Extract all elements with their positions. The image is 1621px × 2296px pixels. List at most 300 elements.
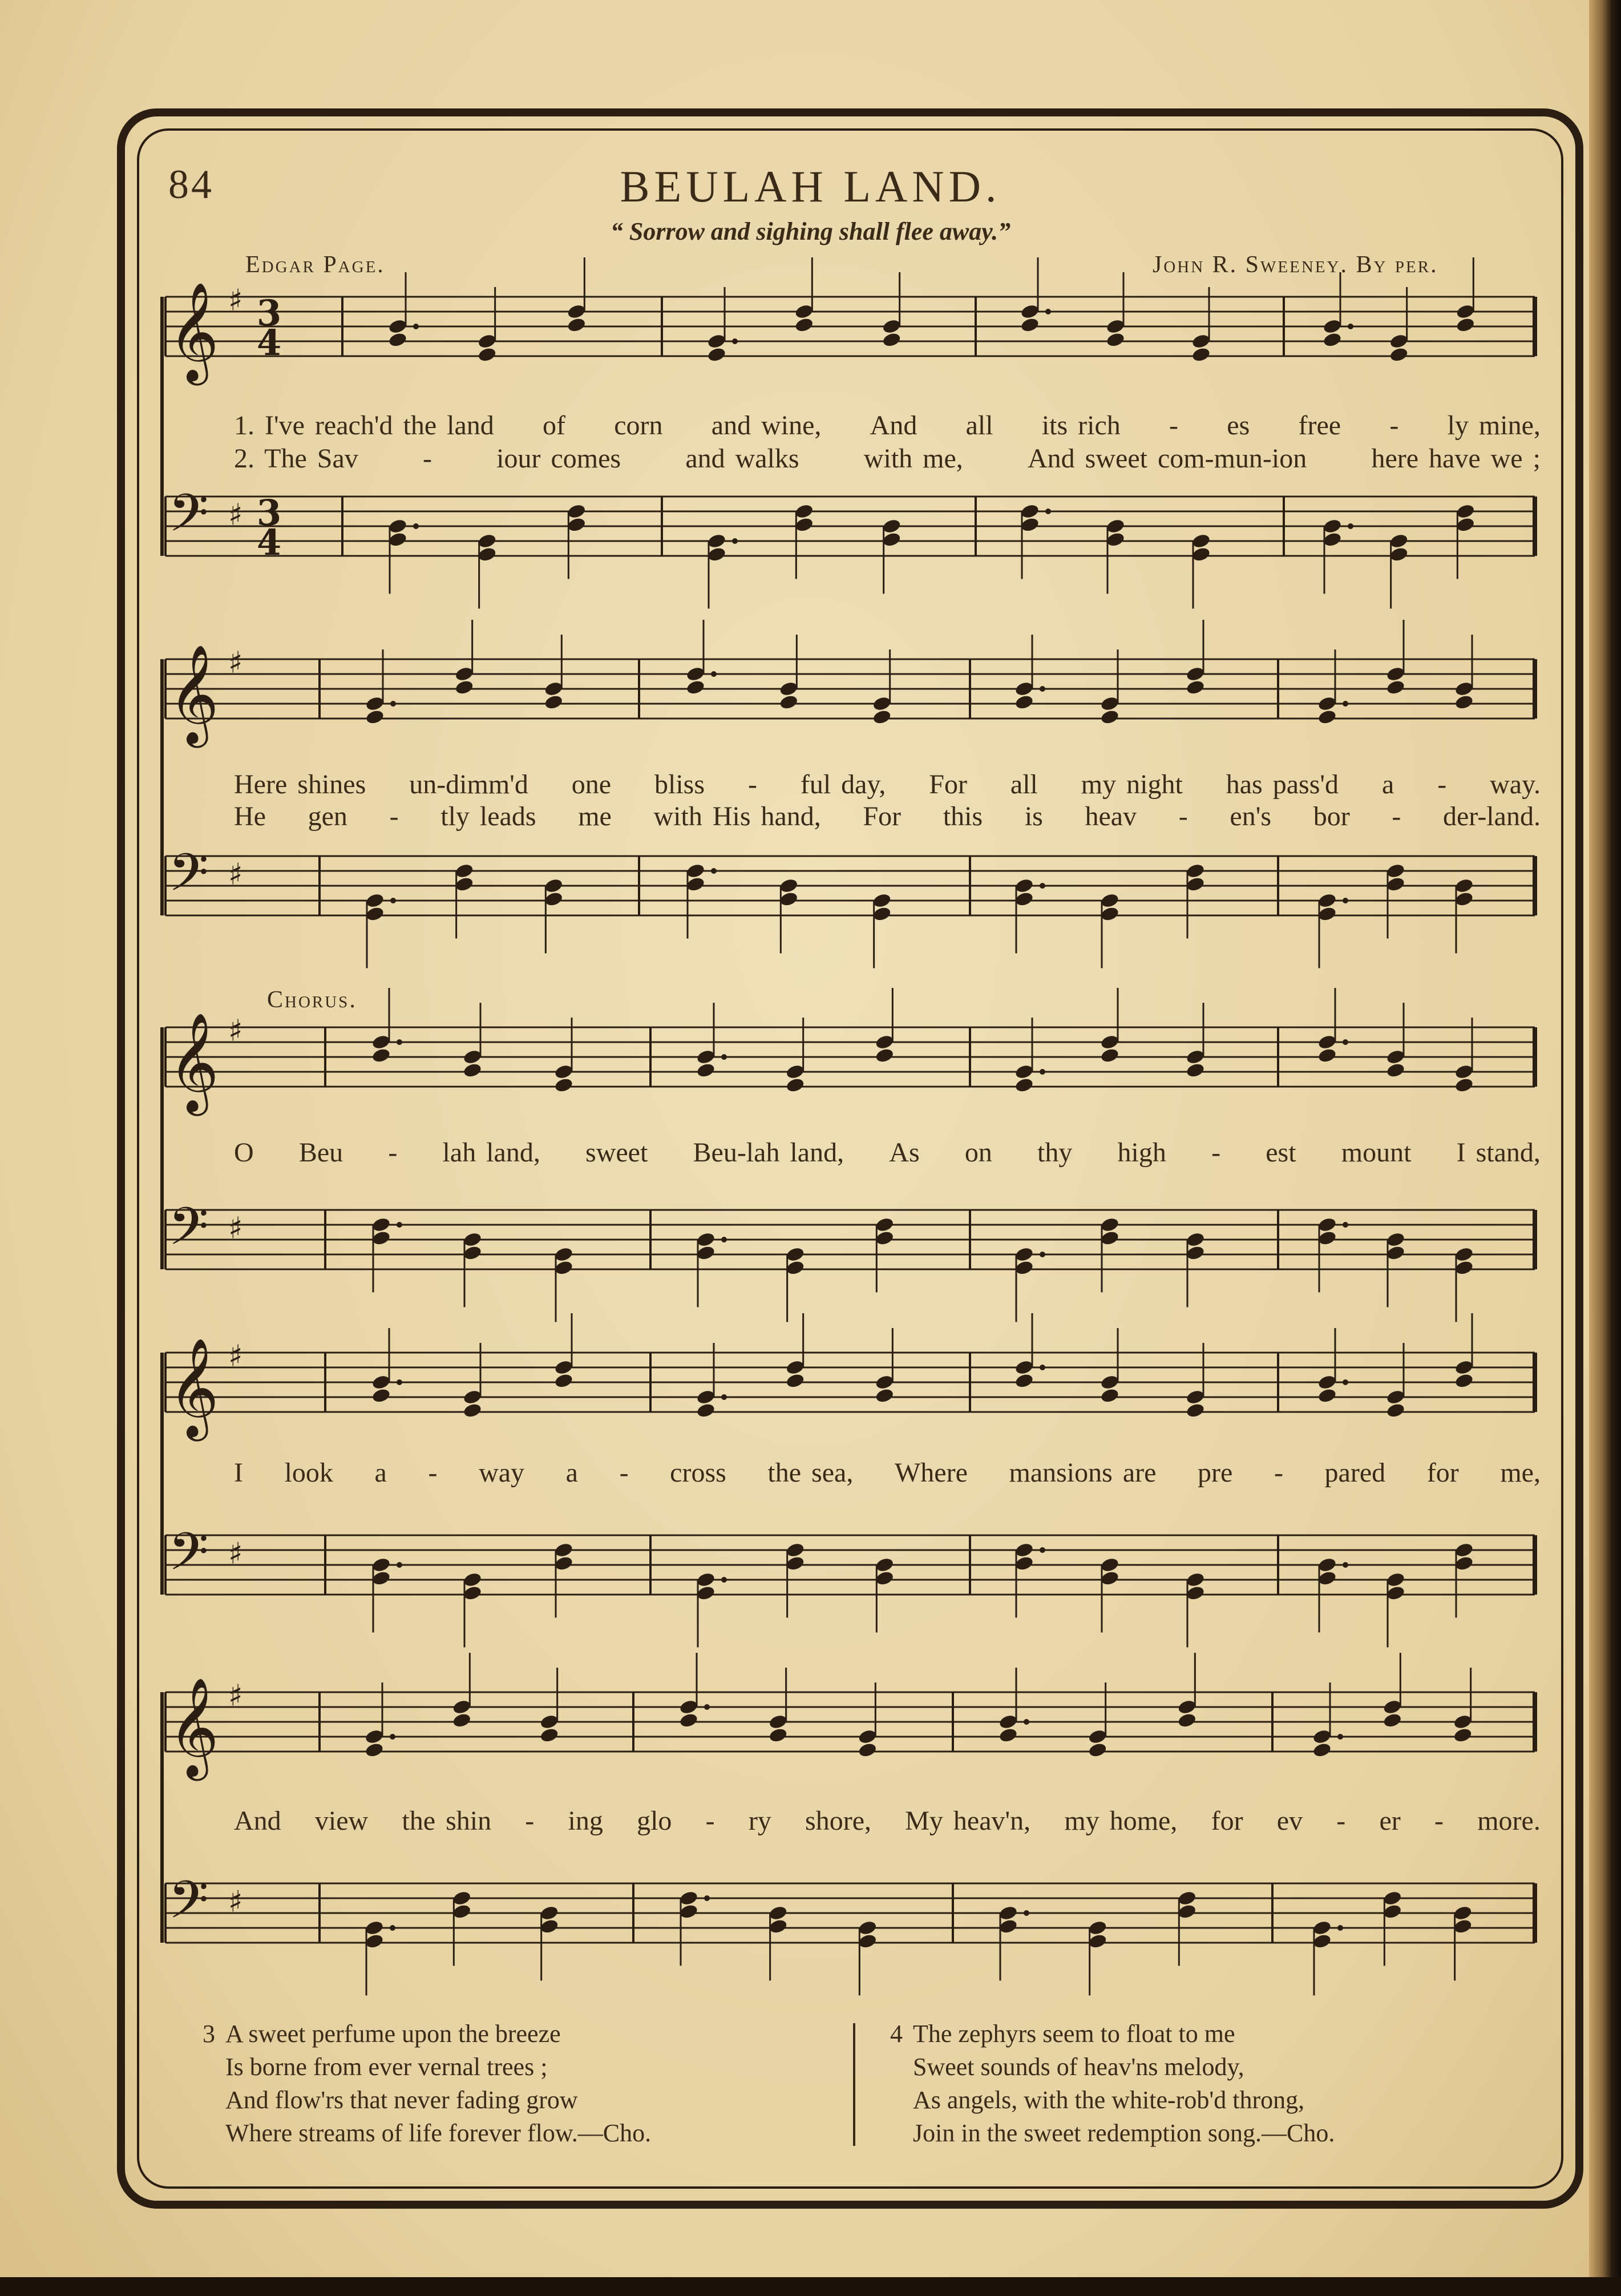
dot bbox=[390, 898, 396, 903]
notehead bbox=[1383, 1712, 1402, 1729]
notehead bbox=[365, 709, 385, 725]
notehead bbox=[858, 1933, 878, 1950]
lyric-syllable: corn bbox=[614, 410, 663, 441]
lyric-line-chorus-2 bbox=[234, 1457, 1541, 1488]
lyric-syllable: ly mine, bbox=[1447, 410, 1541, 441]
lyric-syllable: with His hand, bbox=[653, 801, 821, 832]
lyric-syllable: er bbox=[1379, 1806, 1401, 1836]
notehead bbox=[1454, 1077, 1474, 1093]
dot bbox=[1343, 898, 1348, 903]
notehead bbox=[1099, 1216, 1119, 1233]
dot bbox=[1348, 523, 1353, 529]
notehead bbox=[706, 546, 726, 563]
dot bbox=[721, 1237, 727, 1242]
notehead bbox=[998, 1727, 1018, 1744]
notehead bbox=[567, 317, 587, 333]
notehead bbox=[454, 665, 474, 682]
notehead bbox=[768, 1727, 788, 1744]
lyric-syllable: a bbox=[1381, 769, 1394, 800]
dot bbox=[721, 1577, 727, 1583]
notehead bbox=[462, 1062, 482, 1079]
stanza-line: And flow'rs that never fading grow bbox=[225, 2086, 578, 2114]
notehead bbox=[1099, 892, 1119, 909]
dot bbox=[711, 671, 717, 677]
notehead bbox=[1317, 709, 1337, 725]
notehead bbox=[477, 333, 497, 349]
notehead bbox=[875, 1047, 895, 1064]
notehead bbox=[1185, 876, 1205, 893]
notehead bbox=[1191, 546, 1211, 563]
notehead bbox=[1191, 532, 1211, 549]
lyric-syllable: O bbox=[234, 1137, 254, 1168]
lyric-syllable: es bbox=[1227, 410, 1250, 441]
notehead bbox=[1454, 694, 1474, 711]
notehead bbox=[462, 1048, 482, 1065]
notehead bbox=[678, 1698, 698, 1715]
notehead bbox=[1454, 1542, 1474, 1558]
lyric-syllable: - bbox=[1434, 1806, 1444, 1836]
lyric-syllable: - bbox=[747, 769, 757, 800]
notehead bbox=[706, 532, 726, 549]
notehead bbox=[1191, 346, 1211, 363]
dot bbox=[390, 701, 396, 707]
notehead bbox=[365, 695, 385, 712]
notehead bbox=[544, 694, 564, 711]
lyric-syllable: has pass'd bbox=[1226, 769, 1339, 800]
notehead bbox=[544, 877, 564, 894]
chorus-label: Chorus. bbox=[267, 987, 357, 1013]
notehead bbox=[998, 1713, 1018, 1730]
notehead bbox=[678, 1712, 698, 1729]
lyric-syllable: 2. The Sav bbox=[234, 443, 358, 474]
notehead bbox=[1088, 1919, 1107, 1936]
notehead bbox=[1105, 531, 1125, 548]
notehead bbox=[1099, 695, 1119, 712]
dot bbox=[1343, 1222, 1348, 1228]
notehead bbox=[1177, 1698, 1197, 1715]
notehead bbox=[1177, 1903, 1197, 1920]
notehead bbox=[1322, 332, 1342, 348]
lyric-syllable: - bbox=[525, 1806, 535, 1836]
dot bbox=[704, 1704, 710, 1710]
lyric-syllable: - bbox=[1178, 801, 1188, 832]
notehead bbox=[768, 1904, 788, 1921]
notehead bbox=[1185, 679, 1205, 696]
notehead bbox=[1099, 906, 1119, 922]
notehead bbox=[1385, 1048, 1405, 1065]
notehead bbox=[1185, 1245, 1205, 1261]
notehead bbox=[1312, 1728, 1332, 1745]
notehead bbox=[696, 1231, 715, 1248]
notehead bbox=[1385, 876, 1405, 893]
notehead bbox=[553, 1542, 573, 1558]
notehead bbox=[785, 1077, 805, 1093]
dot bbox=[732, 538, 738, 544]
sharp-icon: ♯ bbox=[228, 1211, 243, 1246]
notehead bbox=[1099, 1387, 1119, 1404]
notehead bbox=[371, 1047, 391, 1064]
notehead bbox=[1014, 1373, 1034, 1389]
notehead bbox=[1454, 1555, 1474, 1572]
notehead bbox=[768, 1713, 788, 1730]
notehead bbox=[685, 876, 705, 893]
notehead bbox=[1185, 1062, 1205, 1079]
dot bbox=[1024, 1719, 1029, 1725]
dot bbox=[397, 1222, 402, 1228]
notehead bbox=[1185, 1048, 1205, 1065]
lyric-syllable: a bbox=[565, 1458, 578, 1488]
notehead bbox=[872, 906, 892, 922]
bass-clef-icon: 𝄢 bbox=[168, 483, 209, 556]
notehead bbox=[872, 892, 892, 909]
sharp-icon: ♯ bbox=[228, 498, 243, 532]
notehead bbox=[1385, 1062, 1405, 1079]
notehead bbox=[553, 1555, 573, 1572]
notehead bbox=[1385, 1389, 1405, 1405]
notehead bbox=[477, 532, 497, 549]
treble-clef-icon: 𝄞 bbox=[168, 644, 219, 744]
lyric-syllable: - bbox=[389, 801, 399, 832]
lyric-syllable: - bbox=[705, 1806, 715, 1836]
notehead bbox=[454, 679, 474, 696]
notehead bbox=[371, 1230, 391, 1246]
stanza-verse-3 bbox=[203, 2017, 842, 2150]
lyric-syllable: bliss bbox=[654, 769, 705, 800]
lyric-syllable: for bbox=[1211, 1806, 1243, 1836]
lyric-syllable: way bbox=[479, 1458, 525, 1488]
notehead bbox=[1317, 1374, 1337, 1390]
notehead bbox=[875, 1034, 895, 1050]
lyric-syllable: for bbox=[1426, 1458, 1459, 1488]
notehead bbox=[1454, 877, 1474, 894]
notehead bbox=[539, 1918, 559, 1935]
lyric-syllable: - bbox=[1437, 769, 1447, 800]
dot bbox=[721, 1394, 727, 1400]
lyric-syllable: its rich bbox=[1041, 410, 1121, 441]
notehead bbox=[1088, 1728, 1107, 1745]
notehead bbox=[696, 1402, 715, 1419]
lyric-line-system-1-verse-2 bbox=[234, 443, 1541, 474]
notehead bbox=[567, 503, 587, 519]
notehead bbox=[785, 1542, 805, 1558]
notehead bbox=[1383, 1890, 1402, 1906]
notehead bbox=[1105, 332, 1125, 348]
notehead bbox=[1014, 1555, 1034, 1572]
lyric-syllable: on bbox=[964, 1137, 992, 1168]
lyric-syllable: one bbox=[571, 769, 612, 800]
lyric-syllable: - bbox=[1392, 801, 1401, 832]
notehead bbox=[1317, 1034, 1337, 1050]
lyric-syllable: And bbox=[234, 1806, 281, 1836]
notehead bbox=[462, 1402, 482, 1419]
lyric-syllable: pre bbox=[1198, 1458, 1233, 1488]
dot bbox=[1343, 1039, 1348, 1045]
notehead bbox=[1185, 862, 1205, 879]
dot bbox=[1343, 1379, 1348, 1385]
sharp-icon: ♯ bbox=[228, 1339, 243, 1374]
notehead bbox=[794, 517, 814, 533]
notehead bbox=[785, 1246, 805, 1262]
notehead bbox=[882, 531, 902, 548]
notehead bbox=[1191, 333, 1211, 349]
notehead bbox=[1014, 694, 1034, 711]
notehead bbox=[1383, 1903, 1402, 1920]
lyric-syllable: heav bbox=[1085, 801, 1137, 832]
lyric-syllable: free bbox=[1298, 410, 1341, 441]
lyric-syllable: - bbox=[1211, 1137, 1221, 1168]
dot bbox=[711, 868, 717, 874]
lyric-syllable: me bbox=[578, 801, 612, 832]
lyric-syllable: of bbox=[543, 410, 565, 441]
notehead bbox=[553, 1077, 573, 1093]
notehead bbox=[1312, 1742, 1332, 1758]
notehead bbox=[1317, 1570, 1337, 1587]
notehead bbox=[553, 1260, 573, 1276]
time-signature-bottom: 4 bbox=[257, 522, 282, 563]
notehead bbox=[1099, 1034, 1119, 1050]
lyric-syllable: He bbox=[234, 801, 266, 832]
notehead bbox=[539, 1713, 559, 1730]
dot bbox=[1348, 324, 1353, 329]
hymn-title: BEULAH LAND. bbox=[620, 162, 1001, 211]
notehead bbox=[387, 518, 407, 534]
lyric-syllable: my night bbox=[1081, 769, 1183, 800]
notehead bbox=[1185, 1389, 1205, 1405]
bass-clef-icon: 𝄢 bbox=[168, 1870, 209, 1943]
lyric-syllable: ing bbox=[568, 1806, 603, 1836]
notehead bbox=[998, 1918, 1018, 1935]
lyric-syllable: this bbox=[943, 801, 983, 832]
notehead bbox=[1185, 1231, 1205, 1248]
notehead bbox=[553, 1063, 573, 1080]
lyric-syllable: view bbox=[314, 1806, 369, 1836]
lyric-syllable: tly leads bbox=[440, 801, 536, 832]
notehead bbox=[364, 1742, 384, 1758]
notehead bbox=[1322, 518, 1342, 534]
notehead bbox=[785, 1359, 805, 1375]
lyric-line-chorus-3 bbox=[234, 1805, 1541, 1837]
notehead bbox=[553, 1359, 573, 1375]
treble-clef-icon: 𝄞 bbox=[168, 1338, 219, 1437]
notehead bbox=[364, 1728, 384, 1745]
dot bbox=[1040, 1069, 1045, 1075]
notehead bbox=[882, 518, 902, 534]
notehead bbox=[567, 517, 587, 533]
notehead bbox=[1317, 906, 1337, 922]
verse-number: 3 bbox=[203, 2020, 215, 2048]
dot bbox=[1040, 1252, 1045, 1257]
dot bbox=[1045, 509, 1051, 514]
notehead bbox=[1385, 1231, 1405, 1248]
notehead bbox=[1099, 1570, 1119, 1587]
notehead bbox=[1014, 1260, 1034, 1276]
notehead bbox=[1177, 1890, 1197, 1906]
notehead bbox=[452, 1903, 472, 1920]
notehead bbox=[1105, 518, 1125, 534]
notehead bbox=[539, 1904, 559, 1921]
notehead bbox=[678, 1903, 698, 1920]
stanza-line: A sweet perfume upon the breeze bbox=[225, 2020, 561, 2048]
notehead bbox=[454, 876, 474, 893]
notehead bbox=[1456, 517, 1476, 533]
lyric-syllable: un-dimm'd bbox=[409, 769, 528, 800]
notehead bbox=[779, 891, 799, 907]
notehead bbox=[1453, 1904, 1473, 1921]
notehead bbox=[882, 318, 902, 334]
notehead bbox=[1185, 1402, 1205, 1419]
notehead bbox=[1014, 1542, 1034, 1558]
dot bbox=[732, 338, 738, 344]
notehead bbox=[872, 709, 892, 725]
lyric-syllable: - bbox=[619, 1458, 629, 1488]
notehead bbox=[1020, 303, 1040, 320]
notehead bbox=[371, 1034, 391, 1050]
lyric-syllable: is bbox=[1024, 801, 1043, 832]
lyric-syllable: Here shines bbox=[234, 769, 366, 800]
stanza-line: Where streams of life forever flow.—Cho. bbox=[225, 2119, 652, 2147]
lyric-syllable: glo bbox=[637, 1806, 672, 1836]
lyric-syllable: pared bbox=[1324, 1458, 1386, 1488]
dot bbox=[721, 1054, 727, 1060]
lyric-syllable: more. bbox=[1477, 1806, 1541, 1836]
lyric-syllable: sweet bbox=[585, 1137, 648, 1168]
lyric-syllable: 1. I've reach'd the land bbox=[234, 410, 494, 441]
notehead bbox=[364, 1919, 384, 1936]
notehead bbox=[462, 1571, 482, 1588]
notehead bbox=[785, 1555, 805, 1572]
dot bbox=[1040, 1365, 1045, 1370]
notehead bbox=[371, 1570, 391, 1587]
lyric-syllable: And bbox=[870, 410, 917, 441]
notehead bbox=[858, 1742, 878, 1758]
notehead bbox=[779, 680, 799, 697]
notehead bbox=[365, 906, 385, 922]
dot bbox=[397, 1379, 402, 1385]
lyric-syllable: with me, bbox=[863, 443, 963, 474]
notehead bbox=[1088, 1933, 1107, 1950]
notehead bbox=[696, 1571, 715, 1588]
notehead bbox=[785, 1373, 805, 1389]
treble-clef-icon: 𝄞 bbox=[168, 1677, 219, 1777]
dot bbox=[1024, 1910, 1029, 1916]
notehead bbox=[371, 1216, 391, 1233]
notehead bbox=[1014, 877, 1034, 894]
lyric-syllable: all bbox=[965, 410, 993, 441]
notehead bbox=[685, 679, 705, 696]
dot bbox=[390, 1734, 395, 1740]
lyric-syllable: Beu bbox=[298, 1137, 343, 1168]
epigraph: “ Sorrow and sighing shall flee away.” bbox=[610, 217, 1011, 245]
notehead bbox=[1322, 531, 1342, 548]
lyric-syllable: For bbox=[863, 801, 902, 832]
bass-clef-icon: 𝄢 bbox=[168, 1196, 209, 1269]
notehead bbox=[1389, 333, 1409, 349]
notehead bbox=[1312, 1933, 1332, 1950]
dot bbox=[390, 1925, 395, 1931]
lyric-syllable: en's bbox=[1230, 801, 1272, 832]
lyric-syllable: I bbox=[234, 1458, 243, 1488]
notehead bbox=[882, 332, 902, 348]
treble-clef-icon: 𝄞 bbox=[168, 1012, 219, 1112]
lyric-syllable: ev bbox=[1276, 1806, 1303, 1836]
notehead bbox=[1454, 1246, 1474, 1262]
notehead bbox=[1453, 1918, 1473, 1935]
notehead bbox=[1014, 680, 1034, 697]
lyric-syllable: lah land, bbox=[442, 1137, 540, 1168]
lyric-line-system-2-verse-1 bbox=[234, 769, 1541, 800]
dot bbox=[1343, 1562, 1348, 1568]
lyric-syllable: - bbox=[1169, 410, 1179, 441]
lyric-syllable: And sweet com-mun-ion bbox=[1028, 443, 1307, 474]
notehead bbox=[1177, 1712, 1197, 1729]
notehead bbox=[1389, 532, 1409, 549]
notehead bbox=[539, 1727, 559, 1744]
notehead bbox=[1454, 1063, 1474, 1080]
notehead bbox=[1456, 303, 1476, 320]
sharp-icon: ♯ bbox=[228, 857, 243, 892]
notehead bbox=[1389, 546, 1409, 563]
composer-credit: John R. Sweeney. By per. bbox=[1153, 252, 1438, 278]
notehead bbox=[452, 1712, 472, 1729]
notehead bbox=[371, 1387, 391, 1404]
notehead bbox=[452, 1698, 472, 1715]
lyric-syllable: - bbox=[422, 443, 432, 474]
notehead bbox=[785, 1063, 805, 1080]
lyric-syllable: - bbox=[1274, 1458, 1283, 1488]
dot bbox=[1337, 1925, 1343, 1931]
lyric-syllable: the sea, bbox=[767, 1458, 854, 1488]
lyric-syllable: look bbox=[284, 1458, 333, 1488]
notehead bbox=[1456, 317, 1476, 333]
notehead bbox=[454, 862, 474, 879]
lyric-syllable: and wine, bbox=[711, 410, 822, 441]
notehead bbox=[1105, 318, 1125, 334]
lyric-syllable: - bbox=[1389, 410, 1399, 441]
lyric-syllable: shore, bbox=[805, 1806, 871, 1836]
notehead bbox=[1322, 318, 1342, 334]
time-signature-top: 3 bbox=[257, 292, 282, 334]
lyric-syllable: a bbox=[374, 1458, 387, 1488]
notehead bbox=[1020, 517, 1040, 533]
dot bbox=[1040, 883, 1045, 889]
lyric-syllable: Beu-lah land, bbox=[693, 1137, 844, 1168]
notehead bbox=[371, 1556, 391, 1573]
notehead bbox=[1014, 1077, 1034, 1093]
lyric-syllable: ful day, bbox=[800, 769, 886, 800]
notehead bbox=[1317, 892, 1337, 909]
lyric-syllable: all bbox=[1010, 769, 1038, 800]
notehead bbox=[1385, 1245, 1405, 1261]
verse-number: 4 bbox=[890, 2020, 903, 2048]
lyric-syllable: - bbox=[1336, 1806, 1346, 1836]
lyric-syllable: iour comes bbox=[496, 443, 621, 474]
notehead bbox=[1389, 346, 1409, 363]
lyric-syllable: me, bbox=[1500, 1458, 1541, 1488]
dot bbox=[1040, 686, 1045, 692]
lyric-syllable: bor bbox=[1313, 801, 1350, 832]
notehead bbox=[1185, 1585, 1205, 1601]
notehead bbox=[1185, 1571, 1205, 1588]
notehead bbox=[462, 1585, 482, 1601]
stanza-divider bbox=[853, 2023, 855, 2146]
notehead bbox=[1454, 1373, 1474, 1389]
dot bbox=[1040, 1547, 1045, 1553]
notehead bbox=[1312, 1919, 1332, 1936]
lyric-syllable: thy bbox=[1037, 1137, 1073, 1168]
notehead bbox=[875, 1570, 895, 1587]
notehead bbox=[477, 546, 497, 563]
notehead bbox=[364, 1933, 384, 1950]
